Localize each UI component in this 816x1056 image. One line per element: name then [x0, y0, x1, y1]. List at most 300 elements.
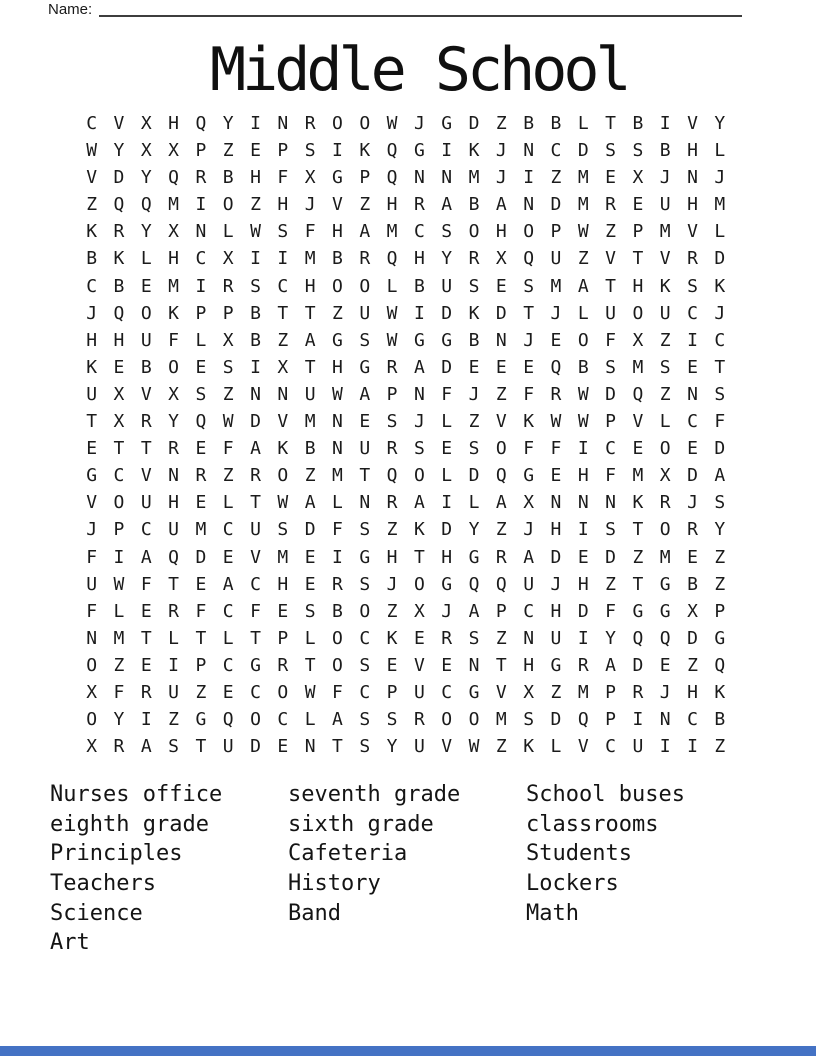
grid-letter: M	[659, 546, 671, 568]
grid-letter: O	[332, 627, 343, 649]
grid-letter: Z	[714, 736, 726, 758]
grid-letter: K	[359, 140, 371, 162]
grid-letter: M	[632, 356, 644, 378]
grid-letter: L	[195, 329, 207, 351]
grid-letter: X	[113, 383, 125, 405]
grid-letter: E	[277, 736, 289, 758]
grid-letter: L	[659, 411, 671, 433]
grid-letter: T	[714, 356, 726, 378]
grid-letter: L	[577, 302, 589, 324]
grid-letter: U	[441, 275, 453, 297]
grid-letter: J	[659, 167, 671, 189]
grid-letter: K	[468, 302, 480, 324]
grid-letter: S	[359, 329, 371, 351]
grid-letter: U	[632, 736, 644, 758]
grid-letter: R	[632, 681, 644, 703]
grid-letter: I	[687, 736, 698, 758]
grid-letter: D	[605, 383, 617, 405]
grid-letter: E	[304, 546, 316, 568]
grid-letter: S	[304, 140, 316, 162]
grid-letter: L	[222, 627, 234, 649]
grid-letter: D	[468, 113, 480, 134]
grid-letter: O	[359, 113, 371, 134]
grid-row	[78, 137, 734, 164]
grid-letter: R	[495, 546, 507, 568]
grid-letter: B	[523, 113, 535, 134]
grid-letter: E	[222, 546, 234, 568]
grid-letter: N	[495, 329, 507, 351]
grid-letter: R	[577, 654, 589, 676]
grid-letter: N	[332, 411, 343, 433]
grid-letter: M	[714, 194, 726, 216]
grid-letter: F	[304, 221, 316, 243]
grid-letter: C	[605, 438, 617, 460]
grid-letter: F	[195, 600, 207, 622]
grid-letter: E	[495, 275, 507, 297]
grid-letter: X	[304, 167, 316, 189]
grid-letter: N	[577, 492, 589, 514]
grid-letter: H	[168, 492, 180, 514]
grid-letter: F	[332, 519, 343, 541]
grid-letter: I	[113, 546, 125, 568]
grid-letter: E	[687, 356, 698, 378]
grid-letter: C	[222, 519, 234, 541]
grid-letter: C	[687, 411, 698, 433]
grid-letter: X	[523, 681, 535, 703]
grid-letter: F	[332, 681, 343, 703]
grid-letter: O	[523, 221, 535, 243]
grid-letter: J	[413, 113, 425, 134]
grid-letter: T	[168, 573, 180, 595]
grid-letter: T	[304, 302, 316, 324]
grid-letter: Q	[523, 248, 535, 270]
grid-letter: W	[577, 221, 589, 243]
grid-letter: I	[332, 140, 343, 162]
grid-letter: G	[441, 113, 453, 134]
grid-letter: N	[550, 492, 562, 514]
grid-letter: Q	[632, 627, 644, 649]
grid-letter: W	[277, 492, 289, 514]
grid-letter: Y	[714, 519, 726, 541]
grid-letter: D	[195, 546, 207, 568]
word-item: classrooms	[526, 811, 659, 837]
grid-letter: U	[550, 627, 562, 649]
grid-letter: U	[659, 194, 671, 216]
grid-row	[78, 245, 734, 272]
grid-letter: T	[413, 546, 425, 568]
grid-letter: Q	[577, 709, 589, 731]
grid-letter: W	[332, 383, 343, 405]
grid-letter: D	[550, 709, 562, 731]
grid-letter: B	[250, 302, 261, 324]
grid-letter: T	[495, 654, 507, 676]
grid-letter: Y	[140, 221, 152, 243]
grid-letter: V	[140, 465, 152, 487]
grid-letter: K	[413, 519, 425, 541]
grid-letter: T	[304, 654, 316, 676]
grid-letter: O	[659, 519, 671, 541]
grid-letter: N	[468, 654, 480, 676]
grid-letter: P	[277, 627, 289, 649]
grid-letter: S	[714, 492, 726, 514]
grid-letter: J	[468, 383, 480, 405]
grid-letter: O	[413, 573, 425, 595]
grid-letter: G	[550, 654, 562, 676]
grid-letter: W	[386, 113, 398, 134]
grid-letter: O	[86, 654, 98, 676]
grid-row	[78, 381, 734, 408]
grid-letter: W	[113, 573, 125, 595]
grid-letter: A	[140, 736, 152, 758]
grid-letter: M	[195, 519, 207, 541]
grid-letter: C	[140, 519, 152, 541]
grid-letter: Z	[495, 736, 507, 758]
word-list-column	[526, 780, 764, 958]
grid-letter: N	[441, 167, 453, 189]
grid-letter: R	[250, 465, 261, 487]
grid-letter: S	[441, 221, 453, 243]
grid-letter: L	[304, 627, 316, 649]
grid-letter: M	[304, 411, 316, 433]
grid-letter: M	[577, 681, 589, 703]
grid-letter: L	[168, 627, 180, 649]
name-blank-line	[99, 0, 742, 17]
word-item: Science	[50, 900, 143, 926]
grid-letter: I	[659, 736, 671, 758]
grid-letter: E	[577, 546, 589, 568]
grid-letter: P	[113, 519, 125, 541]
grid-letter: D	[250, 736, 261, 758]
grid-letter: A	[495, 492, 507, 514]
grid-letter: Y	[605, 627, 617, 649]
word-item: Band	[288, 900, 341, 926]
grid-row	[78, 706, 734, 733]
grid-letter: U	[413, 736, 425, 758]
grid-letter: B	[332, 600, 343, 622]
grid-letter: S	[468, 275, 480, 297]
word-item: History	[288, 871, 381, 897]
grid-letter: Z	[550, 681, 562, 703]
grid-letter: F	[277, 167, 289, 189]
grid-letter: H	[304, 275, 316, 297]
grid-letter: X	[140, 113, 152, 134]
grid-letter: V	[687, 221, 698, 243]
grid-letter: J	[495, 140, 507, 162]
grid-letter: E	[632, 438, 644, 460]
grid-letter: E	[140, 654, 152, 676]
grid-letter: X	[659, 465, 671, 487]
grid-letter: S	[523, 709, 535, 731]
grid-letter: E	[550, 329, 562, 351]
grid-letter: B	[332, 248, 343, 270]
grid-letter: H	[687, 140, 698, 162]
word-item: eighth grade	[50, 811, 209, 837]
grid-letter: J	[86, 302, 98, 324]
grid-letter: D	[441, 302, 453, 324]
grid-letter: S	[304, 600, 316, 622]
grid-letter: O	[277, 681, 289, 703]
grid-letter: S	[468, 627, 480, 649]
grid-letter: U	[659, 302, 671, 324]
grid-letter: C	[222, 600, 234, 622]
grid-letter: I	[195, 275, 207, 297]
grid-letter: X	[523, 492, 535, 514]
name-label: Name:	[48, 1, 93, 18]
grid-letter: D	[605, 546, 617, 568]
grid-letter: R	[550, 383, 562, 405]
grid-letter: G	[659, 573, 671, 595]
grid-letter: N	[523, 627, 535, 649]
grid-letter: H	[86, 329, 98, 351]
grid-letter: X	[632, 167, 644, 189]
grid-letter: L	[441, 411, 453, 433]
grid-letter: F	[86, 600, 98, 622]
grid-letter: O	[441, 709, 453, 731]
grid-letter: Q	[113, 302, 125, 324]
grid-letter: E	[687, 438, 698, 460]
grid-row	[78, 435, 734, 462]
grid-letter: B	[86, 248, 98, 270]
grid-letter: P	[359, 167, 371, 189]
grid-letter: F	[86, 546, 98, 568]
grid-letter: T	[140, 438, 152, 460]
grid-letter: H	[113, 329, 125, 351]
grid-letter: U	[168, 519, 180, 541]
grid-letter: A	[523, 546, 535, 568]
grid-letter: L	[550, 736, 562, 758]
grid-letter: Q	[659, 627, 671, 649]
grid-letter: G	[359, 356, 371, 378]
grid-letter: S	[359, 709, 371, 731]
grid-letter: W	[86, 140, 98, 162]
grid-letter: S	[605, 140, 617, 162]
grid-letter: W	[386, 302, 398, 324]
grid-row	[78, 516, 734, 543]
grid-letter: L	[140, 248, 152, 270]
grid-letter: T	[304, 356, 316, 378]
grid-letter: B	[659, 140, 671, 162]
grid-letter: E	[359, 411, 371, 433]
grid-letter: R	[359, 248, 371, 270]
grid-letter: F	[222, 438, 234, 460]
grid-letter: P	[605, 411, 617, 433]
grid-letter: H	[250, 167, 261, 189]
grid-letter: A	[577, 275, 589, 297]
grid-letter: N	[168, 465, 180, 487]
grid-letter: B	[687, 573, 698, 595]
grid-letter: H	[277, 573, 289, 595]
grid-letter: V	[577, 736, 589, 758]
grid-letter: V	[86, 492, 98, 514]
grid-letter: Q	[168, 167, 180, 189]
grid-letter: P	[550, 221, 562, 243]
grid-letter: H	[577, 573, 589, 595]
grid-letter: B	[222, 167, 234, 189]
grid-letter: T	[605, 113, 617, 134]
grid-letter: E	[659, 654, 671, 676]
grid-letter: D	[714, 248, 726, 270]
grid-letter: Z	[495, 113, 507, 134]
grid-letter: Z	[332, 302, 343, 324]
grid-letter: T	[195, 736, 207, 758]
grid-letter: N	[304, 736, 316, 758]
grid-letter: D	[550, 194, 562, 216]
grid-letter: P	[386, 383, 398, 405]
grid-letter: R	[413, 709, 425, 731]
grid-letter: A	[495, 194, 507, 216]
grid-letter: J	[550, 573, 562, 595]
grid-letter: D	[577, 140, 589, 162]
grid-row	[78, 489, 734, 516]
grid-letter: N	[523, 194, 535, 216]
grid-letter: H	[577, 465, 589, 487]
grid-letter: U	[304, 383, 316, 405]
grid-letter: Y	[168, 411, 180, 433]
grid-letter: S	[714, 383, 726, 405]
grid-letter: V	[495, 411, 507, 433]
grid-letter: V	[659, 248, 671, 270]
grid-letter: R	[386, 356, 398, 378]
grid-letter: J	[304, 194, 316, 216]
grid-letter: X	[168, 221, 180, 243]
grid-letter: T	[250, 492, 261, 514]
grid-letter: D	[468, 465, 480, 487]
grid-letter: I	[413, 302, 425, 324]
grid-letter: H	[168, 113, 180, 134]
grid-letter: X	[495, 248, 507, 270]
grid-letter: S	[632, 140, 644, 162]
grid-letter: G	[714, 627, 726, 649]
grid-letter: P	[195, 654, 207, 676]
grid-letter: A	[222, 573, 234, 595]
grid-letter: Z	[222, 140, 234, 162]
grid-letter: O	[113, 492, 125, 514]
grid-letter: K	[86, 221, 98, 243]
grid-letter: G	[413, 140, 425, 162]
grid-letter: I	[632, 709, 644, 731]
grid-letter: A	[359, 221, 371, 243]
grid-letter: L	[468, 492, 480, 514]
grid-letter: Z	[222, 465, 234, 487]
grid-letter: A	[413, 492, 425, 514]
grid-letter: O	[140, 302, 152, 324]
grid-letter: S	[468, 438, 480, 460]
grid-letter: Z	[495, 383, 507, 405]
grid-letter: Q	[195, 113, 207, 134]
grid-letter: J	[659, 681, 671, 703]
grid-letter: Z	[687, 654, 698, 676]
grid-letter: F	[523, 383, 535, 405]
grid-letter: R	[168, 600, 180, 622]
grid-letter: F	[550, 438, 562, 460]
grid-letter: E	[523, 356, 535, 378]
grid-letter: O	[332, 275, 343, 297]
grid-letter: R	[386, 492, 398, 514]
grid-letter: F	[605, 600, 617, 622]
grid-letter: O	[277, 465, 289, 487]
grid-letter: S	[386, 709, 398, 731]
grid-letter: H	[413, 248, 425, 270]
grid-letter: S	[250, 275, 261, 297]
grid-letter: O	[468, 221, 480, 243]
grid-letter: C	[550, 140, 562, 162]
grid-letter: C	[86, 113, 98, 134]
grid-letter: R	[113, 221, 125, 243]
grid-letter: E	[687, 546, 698, 568]
grid-letter: G	[332, 329, 343, 351]
grid-letter: Q	[222, 709, 234, 731]
grid-row	[78, 191, 734, 218]
grid-letter: P	[495, 600, 507, 622]
grid-letter: M	[168, 194, 180, 216]
grid-letter: M	[550, 275, 562, 297]
grid-letter: U	[413, 681, 425, 703]
grid-letter: S	[359, 519, 371, 541]
grid-letter: P	[632, 221, 644, 243]
grid-letter: R	[140, 411, 152, 433]
grid-letter: A	[140, 546, 152, 568]
grid-letter: S	[413, 438, 425, 460]
grid-letter: B	[632, 113, 644, 134]
grid-letter: C	[86, 275, 98, 297]
grid-letter: X	[168, 383, 180, 405]
grid-letter: I	[250, 248, 261, 270]
grid-letter: I	[250, 113, 261, 134]
grid-letter: V	[86, 167, 98, 189]
grid-letter: N	[659, 709, 671, 731]
grid-letter: P	[222, 302, 234, 324]
grid-letter: V	[687, 113, 698, 134]
grid-letter: M	[468, 167, 480, 189]
grid-letter: J	[441, 600, 453, 622]
grid-letter: F	[441, 383, 453, 405]
grid-letter: S	[386, 411, 398, 433]
grid-letter: C	[250, 573, 261, 595]
grid-letter: D	[687, 627, 698, 649]
grid-letter: L	[714, 221, 726, 243]
grid-letter: Q	[113, 194, 125, 216]
grid-letter: Q	[168, 546, 180, 568]
word-item: Cafeteria	[288, 841, 408, 867]
grid-letter: E	[468, 356, 480, 378]
grid-letter: I	[577, 519, 589, 541]
grid-letter: B	[304, 438, 316, 460]
word-item: Students	[526, 841, 632, 867]
grid-letter: L	[304, 709, 316, 731]
grid-letter: W	[550, 411, 562, 433]
grid-letter: Q	[495, 573, 507, 595]
grid-letter: S	[359, 573, 371, 595]
grid-letter: P	[605, 709, 617, 731]
grid-letter: H	[386, 194, 398, 216]
grid-letter: C	[714, 329, 726, 351]
grid-letter: L	[222, 221, 234, 243]
grid-letter: O	[659, 438, 671, 460]
grid-letter: G	[441, 573, 453, 595]
grid-letter: Z	[659, 329, 671, 351]
grid-letter: H	[550, 600, 562, 622]
grid-letter: U	[86, 573, 98, 595]
grid-letter: J	[495, 167, 507, 189]
grid-letter: K	[386, 627, 398, 649]
grid-letter: D	[632, 654, 644, 676]
grid-letter: O	[332, 654, 343, 676]
grid-letter: M	[304, 248, 316, 270]
grid-letter: K	[659, 275, 671, 297]
grid-letter: N	[332, 438, 343, 460]
grid-letter: O	[359, 275, 371, 297]
grid-letter: E	[441, 654, 453, 676]
